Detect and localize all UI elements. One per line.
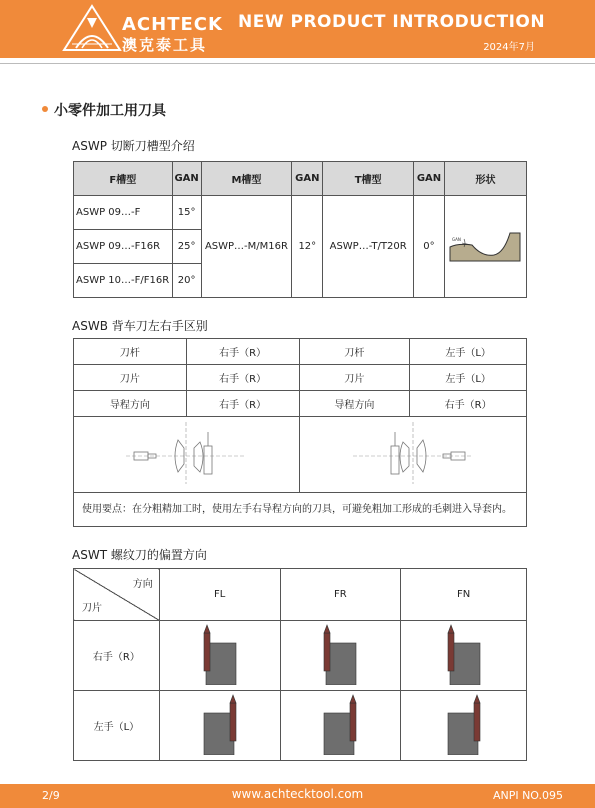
fl-right-image-cell <box>159 621 280 691</box>
threading-tool-fl-left <box>200 693 240 755</box>
right-hand-tool-diagram <box>86 418 286 488</box>
cell-label: 刀片 <box>299 365 410 391</box>
table-row <box>74 621 527 691</box>
header-m-groove: M槽型 <box>201 162 292 196</box>
f-groove-name: ASWP 09…-F <box>74 196 173 230</box>
threading-tool-fr-right <box>320 623 360 685</box>
column-header-fr: FR <box>280 569 401 621</box>
header-gan: GAN <box>414 162 445 196</box>
cell-value: 左手（L） <box>410 365 527 391</box>
right-hand-diagram-cell <box>74 417 300 493</box>
header-divider <box>0 63 595 64</box>
header-f-groove: F槽型 <box>74 162 173 196</box>
page-header <box>0 0 595 58</box>
row-label-left: 左手（L） <box>74 691 160 761</box>
table-row <box>74 417 527 493</box>
corner-insert-label: 刀片 <box>82 603 102 614</box>
threading-tool-fl-right <box>200 623 240 685</box>
achteck-logo-icon <box>62 4 122 52</box>
f-groove-gan: 15° <box>172 196 201 230</box>
cell-value: 左手（L） <box>410 339 527 365</box>
threading-tool-fn-right <box>444 623 484 685</box>
aswb-title: ASWB 背车刀左右手区别 <box>72 319 208 333</box>
f-groove-name: ASWP 09…-F16R <box>74 230 173 264</box>
column-header-fl: FL <box>159 569 280 621</box>
page-title: NEW PRODUCT INTRODUCTION <box>238 12 546 32</box>
table-row <box>74 339 527 365</box>
cell-value: 右手（R） <box>410 391 527 417</box>
header-shape: 形状 <box>444 162 526 196</box>
section-title: 小零件加工用刀具 <box>54 103 166 119</box>
f-groove-gan: 25° <box>172 230 201 264</box>
left-hand-tool-diagram <box>313 418 513 488</box>
cell-value: 右手（R） <box>186 365 299 391</box>
cell-label: 刀片 <box>74 365 187 391</box>
cell-label: 刀杆 <box>299 339 410 365</box>
cell-value: 右手（R） <box>186 391 299 417</box>
t-groove-gan: 0° <box>414 196 445 298</box>
page-number: 2/9 <box>42 789 60 802</box>
fn-right-image-cell <box>401 621 527 691</box>
aswb-table <box>73 338 527 527</box>
aswt-title: ASWT 螺纹刀的偏置方向 <box>72 548 207 562</box>
shape-gan-label: GAN <box>452 237 462 242</box>
cell-label: 导程方向 <box>74 391 187 417</box>
brand-name-en: ACHTECK <box>122 14 223 35</box>
corner-direction-label: 方向 <box>132 579 153 590</box>
usage-note: 使用要点：在分粗精加工时，使用左手右导程方向的刀具，可避免粗加工形成的毛刺进入导套内。 <box>74 493 527 527</box>
page-footer <box>0 784 595 808</box>
fr-left-image-cell <box>280 691 401 761</box>
table-row <box>74 493 527 527</box>
corner-header-cell <box>74 569 160 621</box>
bullet-icon <box>42 106 48 112</box>
threading-tool-fn-left <box>444 693 484 755</box>
document-number: ANPI NO.095 <box>492 789 563 802</box>
website-link[interactable]: www.achtecktool.com <box>231 787 364 801</box>
groove-shape-diagram <box>446 225 524 265</box>
aswp-table <box>73 161 527 298</box>
brand-name-cn: 澳克泰工具 <box>122 36 208 54</box>
table-row <box>74 691 527 761</box>
table-header-row <box>74 569 527 621</box>
f-groove-gan: 20° <box>172 264 201 298</box>
fr-right-image-cell <box>280 621 401 691</box>
table-row <box>74 365 527 391</box>
header-gan: GAN <box>292 162 323 196</box>
issue-date: 2024年7月 <box>483 42 535 53</box>
row-label-right: 右手（R） <box>74 621 160 691</box>
header-gan: GAN <box>172 162 201 196</box>
m-groove-gan: 12° <box>292 196 323 298</box>
fl-left-image-cell <box>159 691 280 761</box>
fn-left-image-cell <box>401 691 527 761</box>
table-header-row <box>74 162 527 196</box>
cell-value: 右手（R） <box>186 339 299 365</box>
t-groove-name: ASWP…-T/T20R <box>323 196 414 298</box>
threading-tool-fr-left <box>320 693 360 755</box>
f-groove-name: ASWP 10…-F/F16R <box>74 264 173 298</box>
m-groove-name: ASWP…-M/M16R <box>201 196 292 298</box>
aswp-title: ASWP 切断刀槽型介绍 <box>72 139 195 153</box>
shape-cell <box>444 196 526 298</box>
table-row <box>74 391 527 417</box>
column-header-fn: FN <box>401 569 527 621</box>
table-row <box>74 196 527 230</box>
cell-label: 刀杆 <box>74 339 187 365</box>
cell-label: 导程方向 <box>299 391 410 417</box>
aswt-table <box>73 568 527 761</box>
header-t-groove: T槽型 <box>323 162 414 196</box>
left-hand-diagram-cell <box>299 417 526 493</box>
